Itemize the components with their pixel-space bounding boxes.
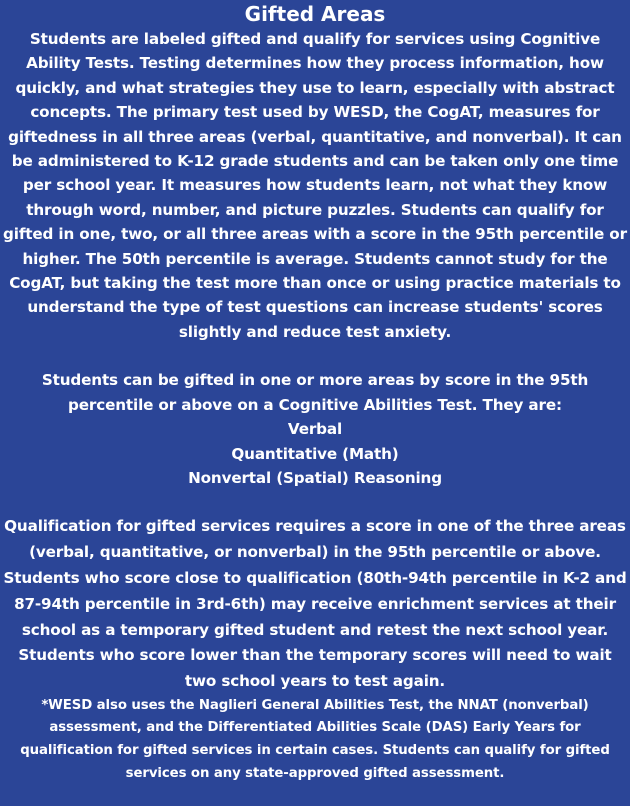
spacer <box>2 344 628 368</box>
page-title: Gifted Areas <box>244 2 386 26</box>
footnote: *WESD also uses the Naglieri General Abilities Test, the NNAT (nonverbal) assessment, and the Differentiated Abilities Scale (DAS) Early Years for qualification for gifted services in certain cases. Students can qualify for gifted services on any state-approved gifted assessment. <box>20 697 610 781</box>
areas-intro-paragraph <box>2 368 628 490</box>
qualification-paragraph: Qualification for gifted services requires a score in one of the three areas (verbal, quantitative, or nonverbal) in the 95th percentile or above. Students who score close to qualification (80th-94th percentile in K-2 and 87-94th percentile in 3rd-6th) may receive enrichment services at their school as a temporary gifted student and retest the next school year. Students who score lower than the temporary scores will need to wait two school years to test again. <box>3 517 627 691</box>
area-verbal: Verbal <box>287 420 343 439</box>
area-quantitative: Quantitative (Math) <box>231 444 399 463</box>
intro-paragraph: Students are labeled gifted and qualify for services using Cognitive Ability Tests. Testing determines how they process information, how quickly, and what strategies they use to learn, especially with abstract concepts. The primary test used by WESD, the CogAT, measures for giftedness in all three areas (verbal, quantitative, and nonverbal). It can be administered to K-12 grade students and can be taken only one time per school year. It measures how students learn, not what they know through word, number, and picture puzzles. Students can qualify for gifted in one, two, or all three areas with a score in the 95th percentile or higher. The 50th percentile is average. Students cannot study for the CogAT, but taking the test more than once or using practice materials to understand the type of test questions can increase students' scores slightly and reduce test anxiety. <box>3 30 627 341</box>
areas-intro-text: Students can be gifted in one or more areas by score in the 95th percentile or above on a Cognitive Abilities Test. They are: <box>41 371 589 414</box>
spacer <box>2 490 628 514</box>
area-nonverbal: Nonvertal (Spatial) Reasoning <box>188 468 442 487</box>
